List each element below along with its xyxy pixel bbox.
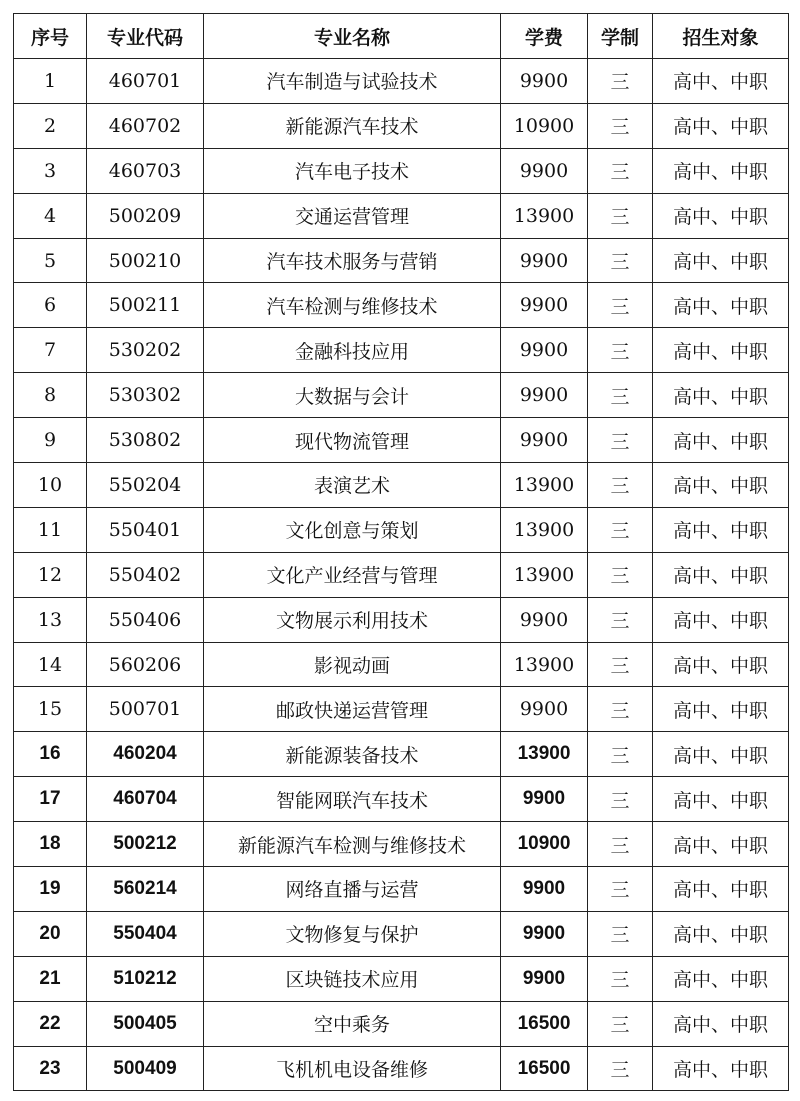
cell-duration: 三 bbox=[588, 687, 653, 732]
cell-fee: 9900 bbox=[501, 777, 588, 822]
cell-target: 高中、中职 bbox=[653, 956, 789, 1001]
cell-duration: 三 bbox=[588, 552, 653, 597]
cell-code: 460704 bbox=[87, 777, 204, 822]
cell-target: 高中、中职 bbox=[653, 283, 789, 328]
cell-duration: 三 bbox=[588, 463, 653, 508]
cell-name: 新能源装备技术 bbox=[204, 732, 501, 777]
cell-seq: 9 bbox=[14, 418, 87, 463]
cell-fee: 9900 bbox=[501, 418, 588, 463]
cell-code: 550401 bbox=[87, 507, 204, 552]
cell-code: 550406 bbox=[87, 597, 204, 642]
cell-fee: 9900 bbox=[501, 687, 588, 732]
cell-code: 500212 bbox=[87, 822, 204, 867]
header-name: 专业名称 bbox=[204, 14, 501, 59]
cell-fee: 9900 bbox=[501, 597, 588, 642]
cell-target: 高中、中职 bbox=[653, 777, 789, 822]
cell-name: 大数据与会计 bbox=[204, 373, 501, 418]
cell-name: 汽车制造与试验技术 bbox=[204, 59, 501, 104]
cell-seq: 7 bbox=[14, 328, 87, 373]
cell-duration: 三 bbox=[588, 867, 653, 912]
cell-code: 530302 bbox=[87, 373, 204, 418]
header-duration: 学制 bbox=[588, 14, 653, 59]
cell-fee: 13900 bbox=[501, 507, 588, 552]
header-target: 招生对象 bbox=[653, 14, 789, 59]
cell-duration: 三 bbox=[588, 777, 653, 822]
cell-code: 460701 bbox=[87, 59, 204, 104]
cell-target: 高中、中职 bbox=[653, 642, 789, 687]
cell-fee: 13900 bbox=[501, 732, 588, 777]
cell-seq: 15 bbox=[14, 687, 87, 732]
cell-duration: 三 bbox=[588, 822, 653, 867]
cell-duration: 三 bbox=[588, 956, 653, 1001]
cell-seq: 3 bbox=[14, 148, 87, 193]
cell-code: 560214 bbox=[87, 867, 204, 912]
cell-name: 交通运营管理 bbox=[204, 193, 501, 238]
table-header bbox=[14, 14, 789, 59]
table-row bbox=[14, 732, 789, 777]
cell-fee: 9900 bbox=[501, 373, 588, 418]
cell-target: 高中、中职 bbox=[653, 238, 789, 283]
table-row bbox=[14, 507, 789, 552]
cell-fee: 9900 bbox=[501, 283, 588, 328]
table-row bbox=[14, 238, 789, 283]
cell-fee: 16500 bbox=[501, 1001, 588, 1046]
cell-name: 文物修复与保护 bbox=[204, 911, 501, 956]
cell-name: 飞机机电设备维修 bbox=[204, 1046, 501, 1091]
table-row bbox=[14, 148, 789, 193]
cell-fee: 9900 bbox=[501, 59, 588, 104]
cell-code: 550404 bbox=[87, 911, 204, 956]
cell-target: 高中、中职 bbox=[653, 463, 789, 508]
table-row bbox=[14, 642, 789, 687]
cell-code: 530802 bbox=[87, 418, 204, 463]
table-row bbox=[14, 418, 789, 463]
cell-fee: 9900 bbox=[501, 328, 588, 373]
cell-target: 高中、中职 bbox=[653, 822, 789, 867]
cell-target: 高中、中职 bbox=[653, 597, 789, 642]
cell-code: 500210 bbox=[87, 238, 204, 283]
cell-target: 高中、中职 bbox=[653, 103, 789, 148]
cell-fee: 13900 bbox=[501, 552, 588, 597]
cell-seq: 12 bbox=[14, 552, 87, 597]
table-row bbox=[14, 1046, 789, 1091]
table-row bbox=[14, 777, 789, 822]
cell-seq: 10 bbox=[14, 463, 87, 508]
cell-target: 高中、中职 bbox=[653, 867, 789, 912]
table-row bbox=[14, 193, 789, 238]
cell-fee: 9900 bbox=[501, 238, 588, 283]
cell-name: 金融科技应用 bbox=[204, 328, 501, 373]
cell-name: 空中乘务 bbox=[204, 1001, 501, 1046]
table-row bbox=[14, 822, 789, 867]
cell-target: 高中、中职 bbox=[653, 418, 789, 463]
cell-target: 高中、中职 bbox=[653, 59, 789, 104]
cell-name: 智能网联汽车技术 bbox=[204, 777, 501, 822]
cell-code: 460703 bbox=[87, 148, 204, 193]
table-row bbox=[14, 373, 789, 418]
enrollment-table bbox=[13, 13, 789, 1091]
cell-fee: 16500 bbox=[501, 1046, 588, 1091]
cell-code: 550402 bbox=[87, 552, 204, 597]
cell-fee: 9900 bbox=[501, 867, 588, 912]
cell-duration: 三 bbox=[588, 238, 653, 283]
table-row bbox=[14, 59, 789, 104]
cell-duration: 三 bbox=[588, 642, 653, 687]
cell-seq: 20 bbox=[14, 911, 87, 956]
table-row bbox=[14, 956, 789, 1001]
cell-seq: 16 bbox=[14, 732, 87, 777]
header-seq: 序号 bbox=[14, 14, 87, 59]
cell-name: 表演艺术 bbox=[204, 463, 501, 508]
cell-target: 高中、中职 bbox=[653, 1046, 789, 1091]
table-row bbox=[14, 103, 789, 148]
cell-fee: 9900 bbox=[501, 956, 588, 1001]
cell-code: 500701 bbox=[87, 687, 204, 732]
header-fee: 学费 bbox=[501, 14, 588, 59]
cell-duration: 三 bbox=[588, 193, 653, 238]
table-row bbox=[14, 911, 789, 956]
cell-target: 高中、中职 bbox=[653, 148, 789, 193]
cell-target: 高中、中职 bbox=[653, 328, 789, 373]
cell-seq: 23 bbox=[14, 1046, 87, 1091]
cell-duration: 三 bbox=[588, 148, 653, 193]
cell-fee: 9900 bbox=[501, 148, 588, 193]
cell-code: 500209 bbox=[87, 193, 204, 238]
cell-name: 汽车电子技术 bbox=[204, 148, 501, 193]
cell-seq: 6 bbox=[14, 283, 87, 328]
cell-seq: 13 bbox=[14, 597, 87, 642]
cell-seq: 14 bbox=[14, 642, 87, 687]
cell-seq: 11 bbox=[14, 507, 87, 552]
cell-target: 高中、中职 bbox=[653, 552, 789, 597]
cell-fee: 13900 bbox=[501, 463, 588, 508]
cell-seq: 21 bbox=[14, 956, 87, 1001]
cell-name: 新能源汽车检测与维修技术 bbox=[204, 822, 501, 867]
cell-code: 500405 bbox=[87, 1001, 204, 1046]
cell-duration: 三 bbox=[588, 507, 653, 552]
cell-name: 影视动画 bbox=[204, 642, 501, 687]
cell-code: 500211 bbox=[87, 283, 204, 328]
cell-code: 510212 bbox=[87, 956, 204, 1001]
cell-fee: 13900 bbox=[501, 642, 588, 687]
cell-duration: 三 bbox=[588, 283, 653, 328]
header-code: 专业代码 bbox=[87, 14, 204, 59]
cell-target: 高中、中职 bbox=[653, 687, 789, 732]
cell-duration: 三 bbox=[588, 373, 653, 418]
cell-name: 文化产业经营与管理 bbox=[204, 552, 501, 597]
cell-code: 560206 bbox=[87, 642, 204, 687]
cell-target: 高中、中职 bbox=[653, 1001, 789, 1046]
cell-target: 高中、中职 bbox=[653, 911, 789, 956]
cell-target: 高中、中职 bbox=[653, 507, 789, 552]
table-row bbox=[14, 1001, 789, 1046]
cell-name: 新能源汽车技术 bbox=[204, 103, 501, 148]
cell-name: 文物展示利用技术 bbox=[204, 597, 501, 642]
table-body bbox=[14, 59, 789, 1091]
cell-seq: 1 bbox=[14, 59, 87, 104]
cell-duration: 三 bbox=[588, 732, 653, 777]
cell-seq: 2 bbox=[14, 103, 87, 148]
cell-seq: 18 bbox=[14, 822, 87, 867]
cell-seq: 22 bbox=[14, 1001, 87, 1046]
cell-code: 530202 bbox=[87, 328, 204, 373]
cell-fee: 13900 bbox=[501, 193, 588, 238]
cell-fee: 9900 bbox=[501, 911, 588, 956]
cell-seq: 5 bbox=[14, 238, 87, 283]
cell-duration: 三 bbox=[588, 418, 653, 463]
cell-duration: 三 bbox=[588, 328, 653, 373]
cell-name: 区块链技术应用 bbox=[204, 956, 501, 1001]
cell-seq: 8 bbox=[14, 373, 87, 418]
table-row bbox=[14, 597, 789, 642]
cell-fee: 10900 bbox=[501, 822, 588, 867]
cell-code: 460204 bbox=[87, 732, 204, 777]
table-row bbox=[14, 687, 789, 732]
cell-target: 高中、中职 bbox=[653, 732, 789, 777]
cell-fee: 10900 bbox=[501, 103, 588, 148]
cell-code: 460702 bbox=[87, 103, 204, 148]
cell-target: 高中、中职 bbox=[653, 193, 789, 238]
table-row bbox=[14, 463, 789, 508]
cell-name: 汽车检测与维修技术 bbox=[204, 283, 501, 328]
cell-name: 文化创意与策划 bbox=[204, 507, 501, 552]
table-row bbox=[14, 867, 789, 912]
cell-name: 汽车技术服务与营销 bbox=[204, 238, 501, 283]
cell-name: 网络直播与运营 bbox=[204, 867, 501, 912]
cell-duration: 三 bbox=[588, 911, 653, 956]
cell-seq: 4 bbox=[14, 193, 87, 238]
table-row bbox=[14, 283, 789, 328]
cell-name: 现代物流管理 bbox=[204, 418, 501, 463]
cell-seq: 17 bbox=[14, 777, 87, 822]
cell-duration: 三 bbox=[588, 597, 653, 642]
cell-code: 500409 bbox=[87, 1046, 204, 1091]
cell-name: 邮政快递运营管理 bbox=[204, 687, 501, 732]
cell-target: 高中、中职 bbox=[653, 373, 789, 418]
table-row bbox=[14, 328, 789, 373]
header-row bbox=[14, 14, 789, 59]
cell-duration: 三 bbox=[588, 103, 653, 148]
cell-seq: 19 bbox=[14, 867, 87, 912]
cell-duration: 三 bbox=[588, 1001, 653, 1046]
cell-duration: 三 bbox=[588, 1046, 653, 1091]
cell-duration: 三 bbox=[588, 59, 653, 104]
cell-code: 550204 bbox=[87, 463, 204, 508]
table-row bbox=[14, 552, 789, 597]
